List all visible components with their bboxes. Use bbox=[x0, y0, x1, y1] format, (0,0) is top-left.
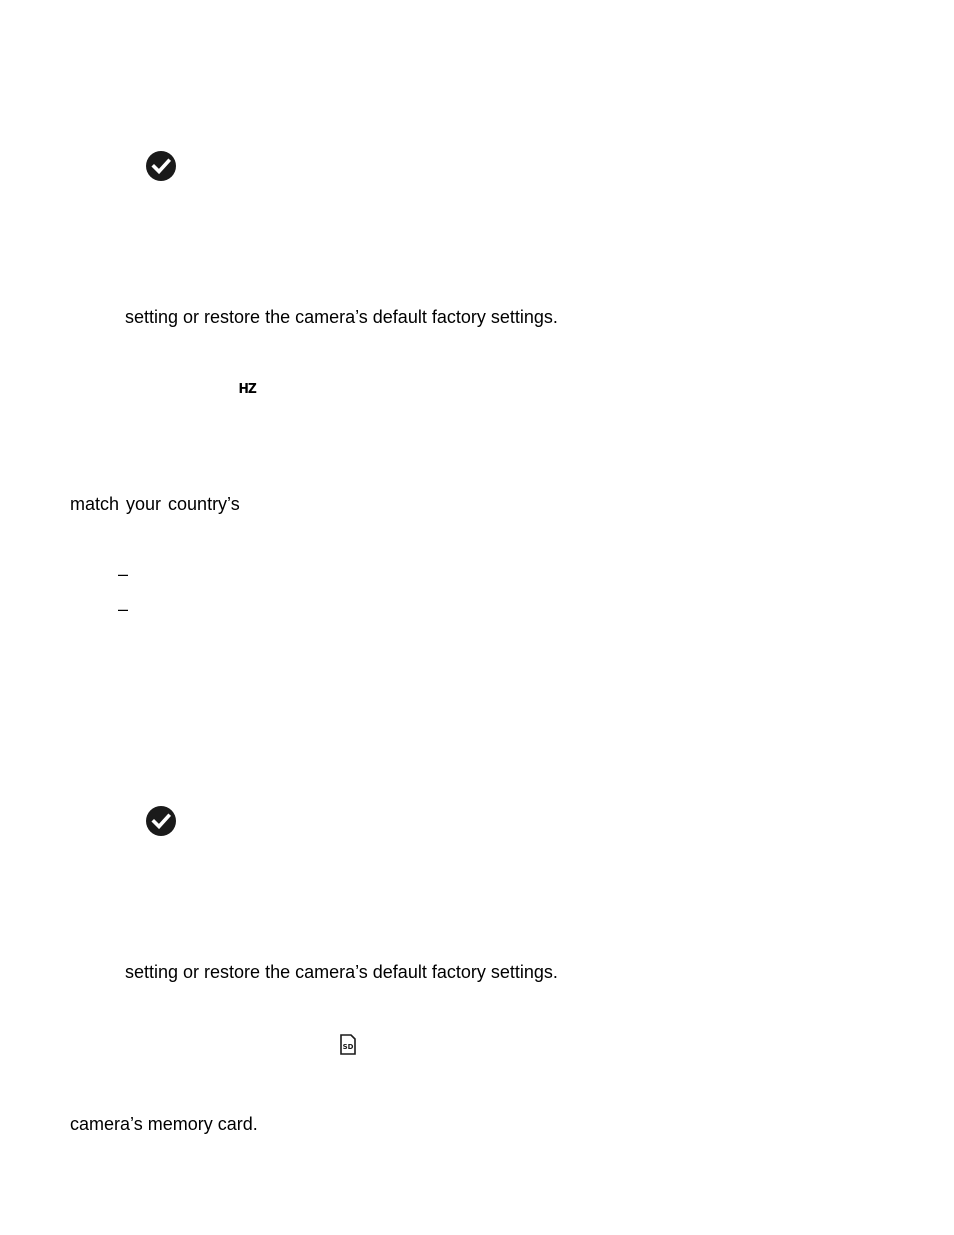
intro-text: setting or restore the camera’s default factory settings. bbox=[125, 962, 558, 982]
sd-card-label: SD bbox=[342, 1043, 354, 1051]
body-text: camera’s memory card. bbox=[70, 1114, 258, 1134]
sd-card-icon bbox=[340, 1034, 356, 1060]
bullet-dash: – bbox=[118, 599, 129, 619]
intro-text: setting or restore the camera’s default factory settings. bbox=[125, 307, 558, 327]
hz-icon: HZ bbox=[238, 382, 256, 397]
check-circle-icon bbox=[146, 151, 176, 186]
check-circle-icon bbox=[146, 806, 176, 841]
body-text: match your country’s bbox=[70, 494, 240, 514]
bullet-dash: – bbox=[118, 564, 129, 584]
